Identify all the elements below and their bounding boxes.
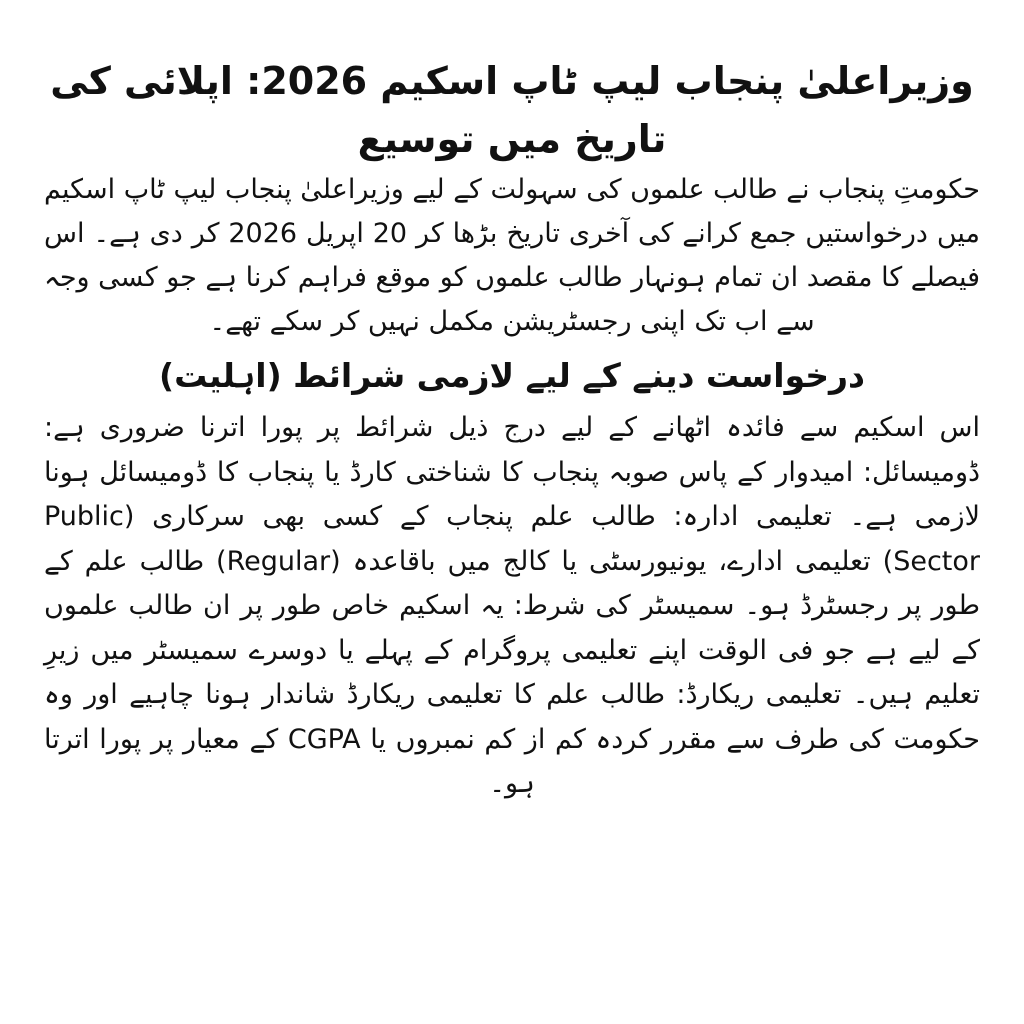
- intro-paragraph: حکومتِ پنجاب نے طالب علموں کی سہولت کے لیے وزیراعلیٰ پنجاب لیپ ٹاپ اسکیم میں درخواستیں جمع کرانے کی آخری تاریخ بڑھا کر 20 اپریل 2026 کر دی ہے۔ اس فیصلے کا مقصد ان تمام ہونہار طالب علموں کو موقع فراہم کرنا ہے جو کسی وجہ سے اب تک اپنی رجسٹریشن مکمل نہیں کر سکے تھے۔: [44, 174, 980, 337]
- eligibility-heading: درخواست دینے کے لیے لازمی شرائط (اہلیت): [159, 356, 865, 395]
- eligibility-paragraph: اس اسکیم سے فائدہ اٹھانے کے لیے درج ذیل شرائط پر پورا اترنا ضروری ہے: ڈومیسائل: امیدوار کے پاس صوبہ پنجاب کا شناختی کارڈ یا پنجاب کا ڈومیسائل ہونا لازمی ہے۔ تعلیمی ادارہ: طالب علم پنجاب کے کسی بھی سرکاری (Public Sector) تعلیمی ادارے، یونیورسٹی یا کالج میں باقاعدہ (Regular) طالب علم کے طور پر رجسٹرڈ ہو۔ سمیسٹر کی شرط: یہ اسکیم خاص طور پر ان طالب علموں کے لیے ہے جو فی الوقت اپنے تعلیمی پروگرام کے پہلے یا دوسرے سمیسٹر میں زیرِ تعلیم ہیں۔ تعلیمی ریکارڈ: طالب علم کا تعلیمی ریکارڈ شاندار ہونا چاہیے اور وہ حکومت کی طرف سے مقرر کردہ کم از کم نمبروں یا CGPA کے معیار پر پورا اترتا ہو۔: [44, 412, 980, 799]
- article-title: وزیراعلیٰ پنجاب لیپ ٹاپ اسکیم 2026: اپلائی کی تاریخ میں توسیع: [50, 59, 974, 161]
